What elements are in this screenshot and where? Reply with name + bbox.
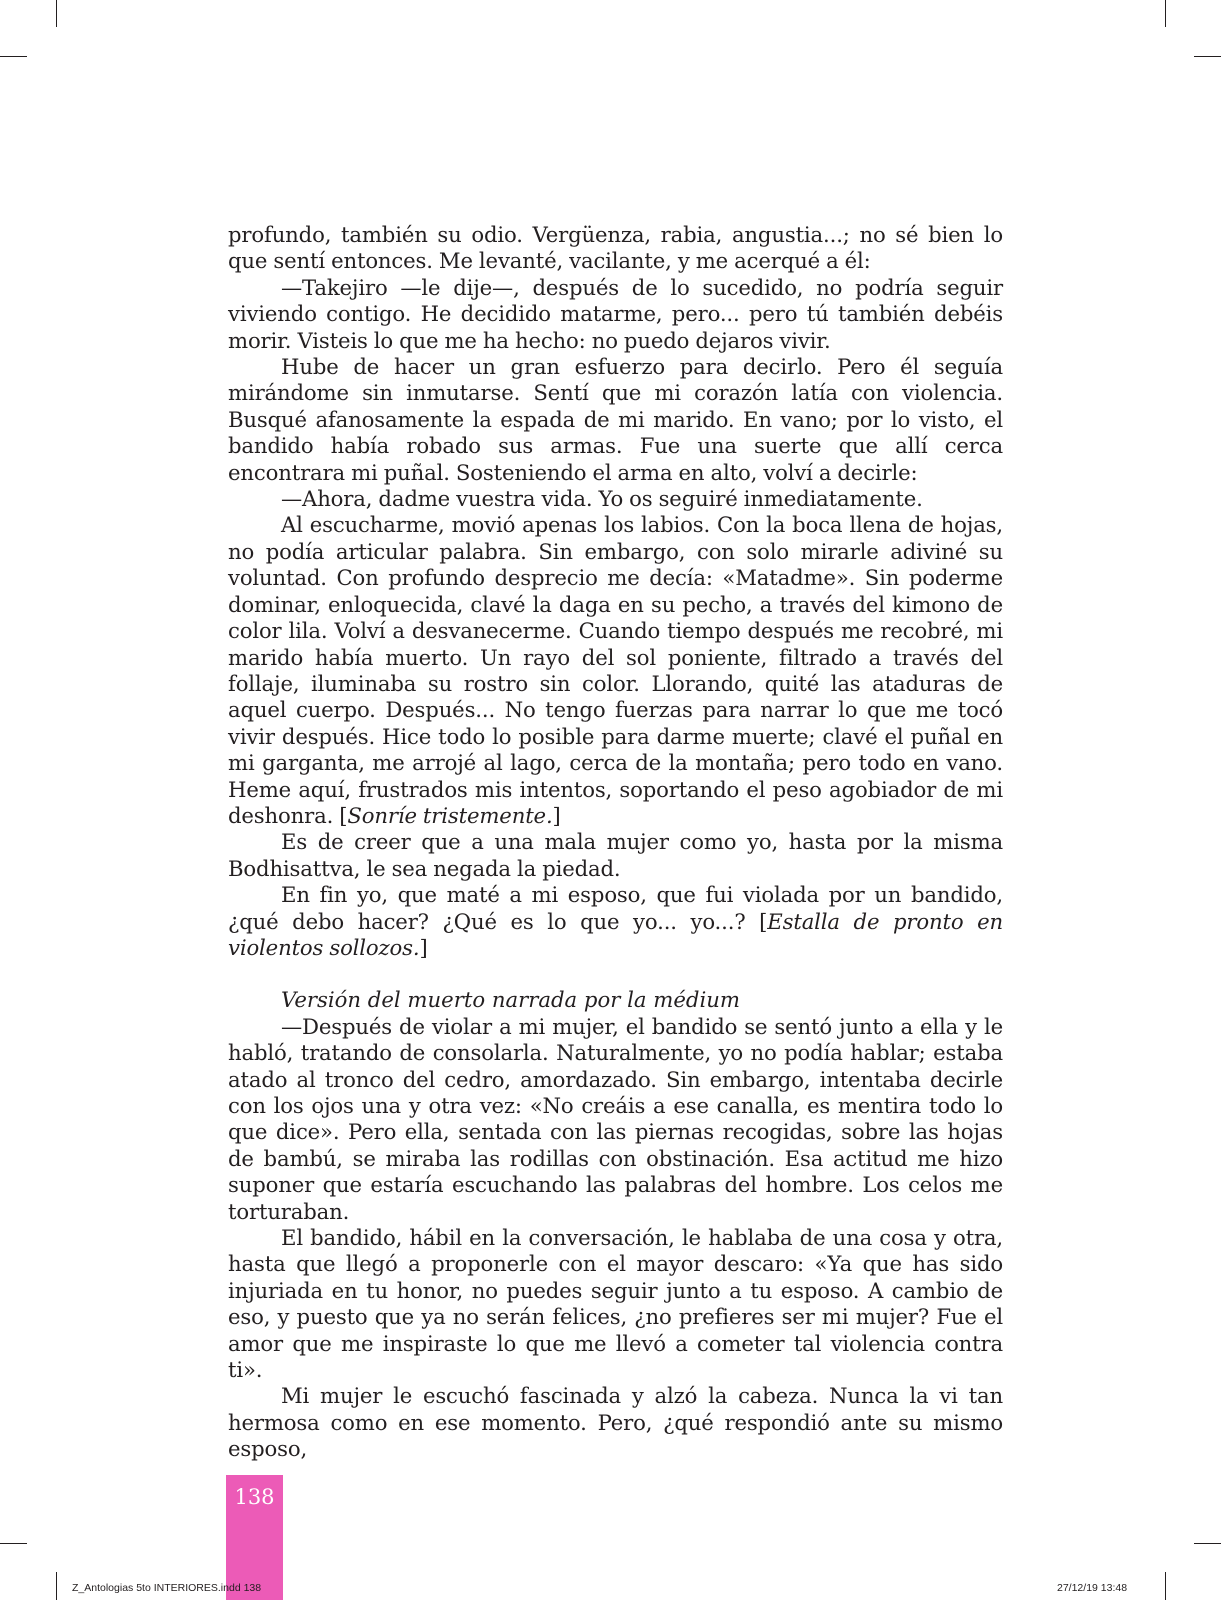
crop-mark-bottom-right-h <box>1194 1543 1221 1544</box>
paragraph: Hube de hacer un gran esfuerzo para decirlo. Pero él seguía mirándome sin inmutarse. Sentí que mi corazón latía con violencia. Busqué afanosamente la espada de mi marido. En vano; por lo visto, el bandido había robado sus armas. Fue una suerte que allí cerca encontrara mi puñal. Sosteniendo el arma en alto, volví a decirle: <box>228 354 1003 485</box>
crop-mark-bottom-left <box>56 1572 57 1600</box>
paragraph <box>228 882 1003 961</box>
paragraph: Mi mujer le escuchó fascinada y alzó la cabeza. Nunca la vi tan hermosa como en ese momento. Pero, ¿qué respondió ante su mismo esposo, <box>228 1383 1003 1462</box>
body-text <box>228 222 1003 1463</box>
slug-timestamp: 27/12/19 13:48 <box>1057 1582 1128 1594</box>
paragraph-text: Al escucharme, movió apenas los labios. Con la boca llena de hojas, no podía articular palabra. Sin embargo, con solo mirarle adiviné su voluntad. Con profundo desprecio me decía: «Matadme». Sin poderme dominar, enloquecida, clavé la daga en su pecho, a través del kimono de color lila. Volví a desvanecerme. Cuando tiempo después me recobré, mi marido había muerto. Un rayo del sol poniente, filtrado a través del follaje, iluminaba su rostro sin color. Llorando, quité las ataduras de aquel cuerpo. Después... No tengo fuerzas para narrar lo que me tocó vivir después. Hice todo lo posible para darme muerte; clavé el puñal en mi garganta, me arrojé al lago, cerca de la montaña; pero todo en vano. Heme aquí, frustrados mis intentos, soportando el peso agobiador de mi deshonra. [ <box>228 512 1003 828</box>
crop-mark-top-left <box>56 0 57 27</box>
slug-file-info: Z_Antologias 5to INTERIORES.indd 138 <box>72 1582 262 1594</box>
section-title: Versión del muerto narrada por la médium <box>281 987 740 1013</box>
paragraph-text: En fin yo, que maté a mi esposo, que fui violada por un bandido, ¿qué debo hacer? ¿Qué es lo que yo... yo...? [ <box>228 882 1003 934</box>
crop-mark-bottom-left-h <box>0 1543 27 1544</box>
bracket: ] <box>552 802 561 828</box>
crop-mark-bottom-right <box>1165 1572 1166 1600</box>
paragraph: —Ahora, dadme vuestra vida. Yo os seguiré inmediatamente. <box>281 486 923 512</box>
stage-direction: Estalla de pronto en violentos sollozos. <box>228 908 1003 960</box>
page-number: 138 <box>234 1485 275 1509</box>
paragraph: —Después de violar a mi mujer, el bandido se sentó junto a ella y le habló, tratando de consolarla. Naturalmente, yo no podía hablar; estaba atado al tronco del cedro, amordazado. Sin embargo, intentaba decirle con los ojos una y otra vez: «No creáis a ese canalla, es mentira todo lo que dice». Pero ella, sentada con las piernas recogidas, sobre las hojas de bambú, se miraba las rodillas con obstinación. Esa actitud me hizo suponer que estaría escuchando las palabras del hombre. Los celos me torturaban. <box>228 1013 1003 1224</box>
crop-mark-top-left-h <box>0 56 27 57</box>
paragraph: —Takejiro —le dije—, después de lo sucedido, no podría seguir viviendo contigo. He decidido matarme, pero... pero tú también debéis morir. Visteis lo que me ha hecho: no puedo dejaros vivir. <box>228 274 1003 353</box>
paragraph <box>228 512 1003 829</box>
bracket: ] <box>419 934 428 960</box>
paragraph: profundo, también su odio. Vergüenza, rabia, angustia...; no sé bien lo que sentí entonces. Me levanté, vacilante, y me acerqué a él: <box>228 222 1003 274</box>
paragraph: El bandido, hábil en la conversación, le hablaba de una cosa y otra, hasta que llegó a proponerle con el mayor descaro: «Ya que has sido injuriada en tu honor, no puedes seguir junto a tu esposo. A cambio de eso, y puesto que ya no serán felices, ¿no prefieres ser mi mujer? Fue el amor que me inspiraste lo que me llevó a cometer tal violencia contra ti». <box>228 1225 1003 1383</box>
crop-mark-top-right <box>1165 0 1166 27</box>
stage-direction: Sonríe tristemente. <box>347 802 553 828</box>
crop-mark-top-right-h <box>1194 56 1221 57</box>
paragraph: Es de creer que a una mala mujer como yo, hasta por la misma Bodhisattva, le sea negada la piedad. <box>228 829 1003 881</box>
